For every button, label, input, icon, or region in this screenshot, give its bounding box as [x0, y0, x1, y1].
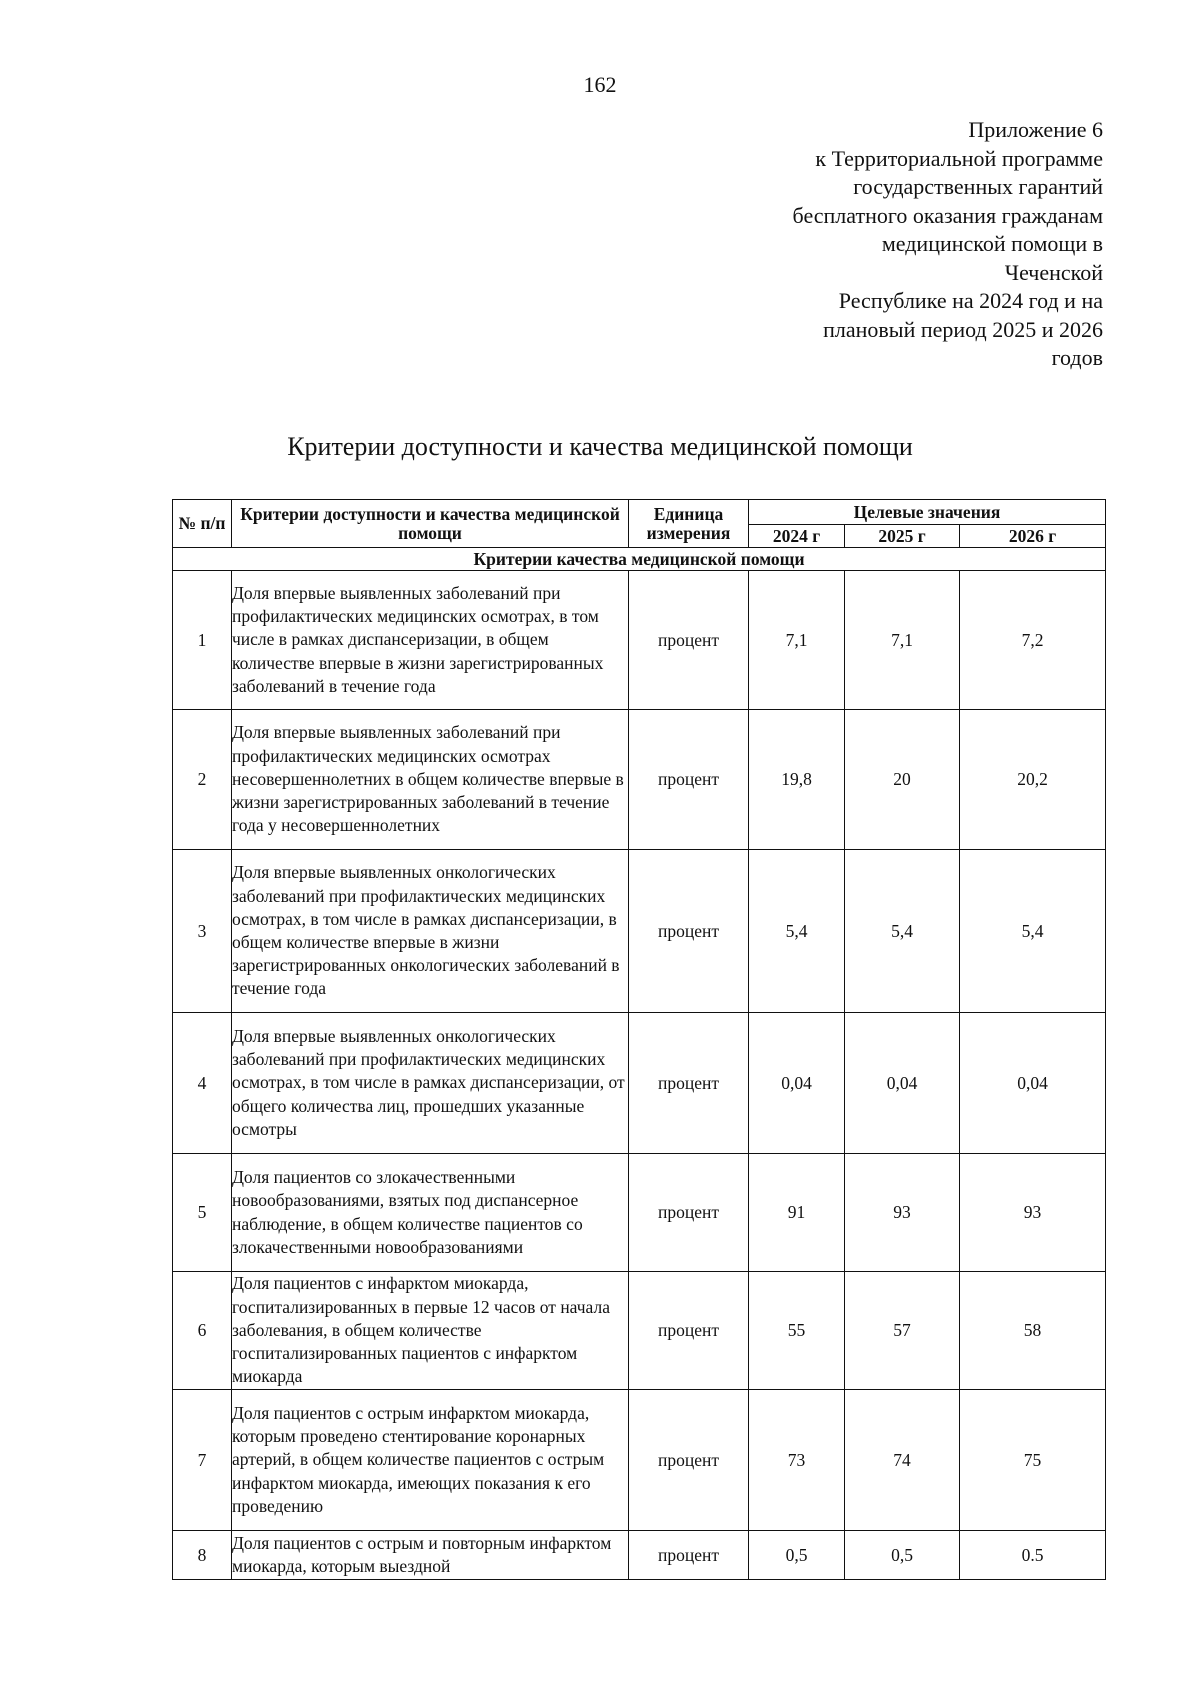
row-unit: процент: [629, 1390, 749, 1531]
row-number: 6: [173, 1272, 232, 1390]
section-title: Критерии качества медицинской помощи: [173, 548, 1106, 571]
appendix-line: Чеченской: [1004, 259, 1103, 285]
appendix-line: плановый период 2025 и 2026: [823, 316, 1103, 342]
appendix-line: Приложение 6: [968, 117, 1103, 142]
row-unit: процент: [629, 710, 749, 850]
header-year-2026: 2026 г: [960, 525, 1106, 548]
header-number: № п/п: [173, 500, 232, 548]
row-criteria: Доля впервые выявленных заболеваний при профилактических медицинских осмотрах, в том числе в рамках диспансеризации, в общем количестве впервые в жизни зарегистрированных заболеваний в течение года: [232, 571, 629, 710]
page-number: 162: [583, 72, 617, 97]
header-year-2024: 2024 г: [749, 525, 845, 548]
table-row: [173, 710, 1106, 850]
header-year-2025: 2025 г: [845, 525, 960, 548]
table-row: [173, 1531, 1106, 1580]
row-value-2026: 93: [960, 1154, 1106, 1272]
appendix-line: Республике на 2024 год и на: [838, 288, 1103, 313]
appendix-line: медицинской помощи в: [881, 231, 1103, 256]
row-value-2024: 91: [749, 1154, 845, 1272]
row-unit: процент: [629, 1272, 749, 1390]
appendix-line: годов: [1051, 345, 1103, 370]
row-criteria: Доля пациентов с острым и повторным инфарктом миокарда, которым выездной: [232, 1531, 629, 1580]
row-number: 5: [173, 1154, 232, 1272]
row-value-2026: 58: [960, 1272, 1106, 1390]
row-criteria: Доля пациентов со злокачественными новообразованиями, взятых под диспансерное наблюдение, в общем количестве пациентов со злокачественными новообразованиями: [232, 1154, 629, 1272]
row-unit: процент: [629, 571, 749, 710]
row-value-2025: 0,04: [845, 1013, 960, 1154]
row-value-2025: 93: [845, 1154, 960, 1272]
appendix-line: бесплатного оказания гражданам: [792, 202, 1103, 228]
row-value-2025: 7,1: [845, 571, 960, 710]
header-criteria: Критерии доступности и качества медицинской помощи: [232, 500, 629, 548]
row-value-2026: 7,2: [960, 571, 1106, 710]
row-value-2026: 5,4: [960, 850, 1106, 1013]
row-value-2024: 55: [749, 1272, 845, 1390]
row-value-2024: 73: [749, 1390, 845, 1531]
row-value-2024: 0,5: [749, 1531, 845, 1580]
table-row: [173, 1390, 1106, 1531]
row-value-2026: 0,04: [960, 1013, 1106, 1154]
appendix-line: к Территориальной программе: [815, 145, 1103, 171]
row-criteria: Доля пациентов с острым инфарктом миокарда, которым проведено стентирование коронарных артерий, в общем количестве пациентов с острым инфарктом миокарда, имеющих показания к его проведению: [232, 1390, 629, 1531]
row-number: 3: [173, 850, 232, 1013]
table-row: [173, 1154, 1106, 1272]
table-row: [173, 1272, 1106, 1390]
row-criteria: Доля впервые выявленных онкологических заболеваний при профилактических медицинских осмотрах, в том числе в рамках диспансеризации, от общего количества лиц, прошедших указанные осмотры: [232, 1013, 629, 1154]
row-unit: процент: [629, 1013, 749, 1154]
row-criteria: Доля впервые выявленных заболеваний при профилактических медицинских осмотрах несовершеннолетних в общем количестве впервые в жизни зарегистрированных заболеваний в течение года у несовершеннолетних: [232, 710, 629, 850]
row-unit: процент: [629, 850, 749, 1013]
row-value-2025: 5,4: [845, 850, 960, 1013]
row-value-2025: 74: [845, 1390, 960, 1531]
row-value-2026: 75: [960, 1390, 1106, 1531]
row-number: 1: [173, 571, 232, 710]
document-title: Критерии доступности и качества медицинской помощи: [287, 432, 913, 461]
row-value-2024: 0,04: [749, 1013, 845, 1154]
row-value-2024: 5,4: [749, 850, 845, 1013]
row-value-2026: 20,2: [960, 710, 1106, 850]
row-value-2024: 7,1: [749, 571, 845, 710]
header-unit: Единица измерения: [629, 500, 749, 548]
row-value-2025: 57: [845, 1272, 960, 1390]
row-number: 8: [173, 1531, 232, 1580]
table-row: [173, 571, 1106, 710]
row-unit: процент: [629, 1531, 749, 1580]
table-row: [173, 1013, 1106, 1154]
appendix-caption: [683, 116, 1103, 373]
table-row: [173, 850, 1106, 1013]
row-number: 4: [173, 1013, 232, 1154]
row-value-2025: 0,5: [845, 1531, 960, 1580]
row-number: 2: [173, 710, 232, 850]
appendix-line: государственных гарантий: [853, 174, 1103, 199]
row-unit: процент: [629, 1154, 749, 1272]
criteria-table: [172, 499, 1106, 1580]
row-criteria: Доля пациентов с инфарктом миокарда, госпитализированных в первые 12 часов от начала заболевания, в общем количестве госпитализированных пациентов с инфарктом миокарда: [232, 1272, 629, 1390]
row-value-2025: 20: [845, 710, 960, 850]
header-target-values: Целевые значения: [749, 500, 1106, 525]
row-value-2026: 0.5: [960, 1531, 1106, 1580]
row-value-2024: 19,8: [749, 710, 845, 850]
row-criteria: Доля впервые выявленных онкологических заболеваний при профилактических медицинских осмотрах, в том числе в рамках диспансеризации, в общем количестве впервые в жизни зарегистрированных онкологических заболеваний в течение года: [232, 850, 629, 1013]
row-number: 7: [173, 1390, 232, 1531]
